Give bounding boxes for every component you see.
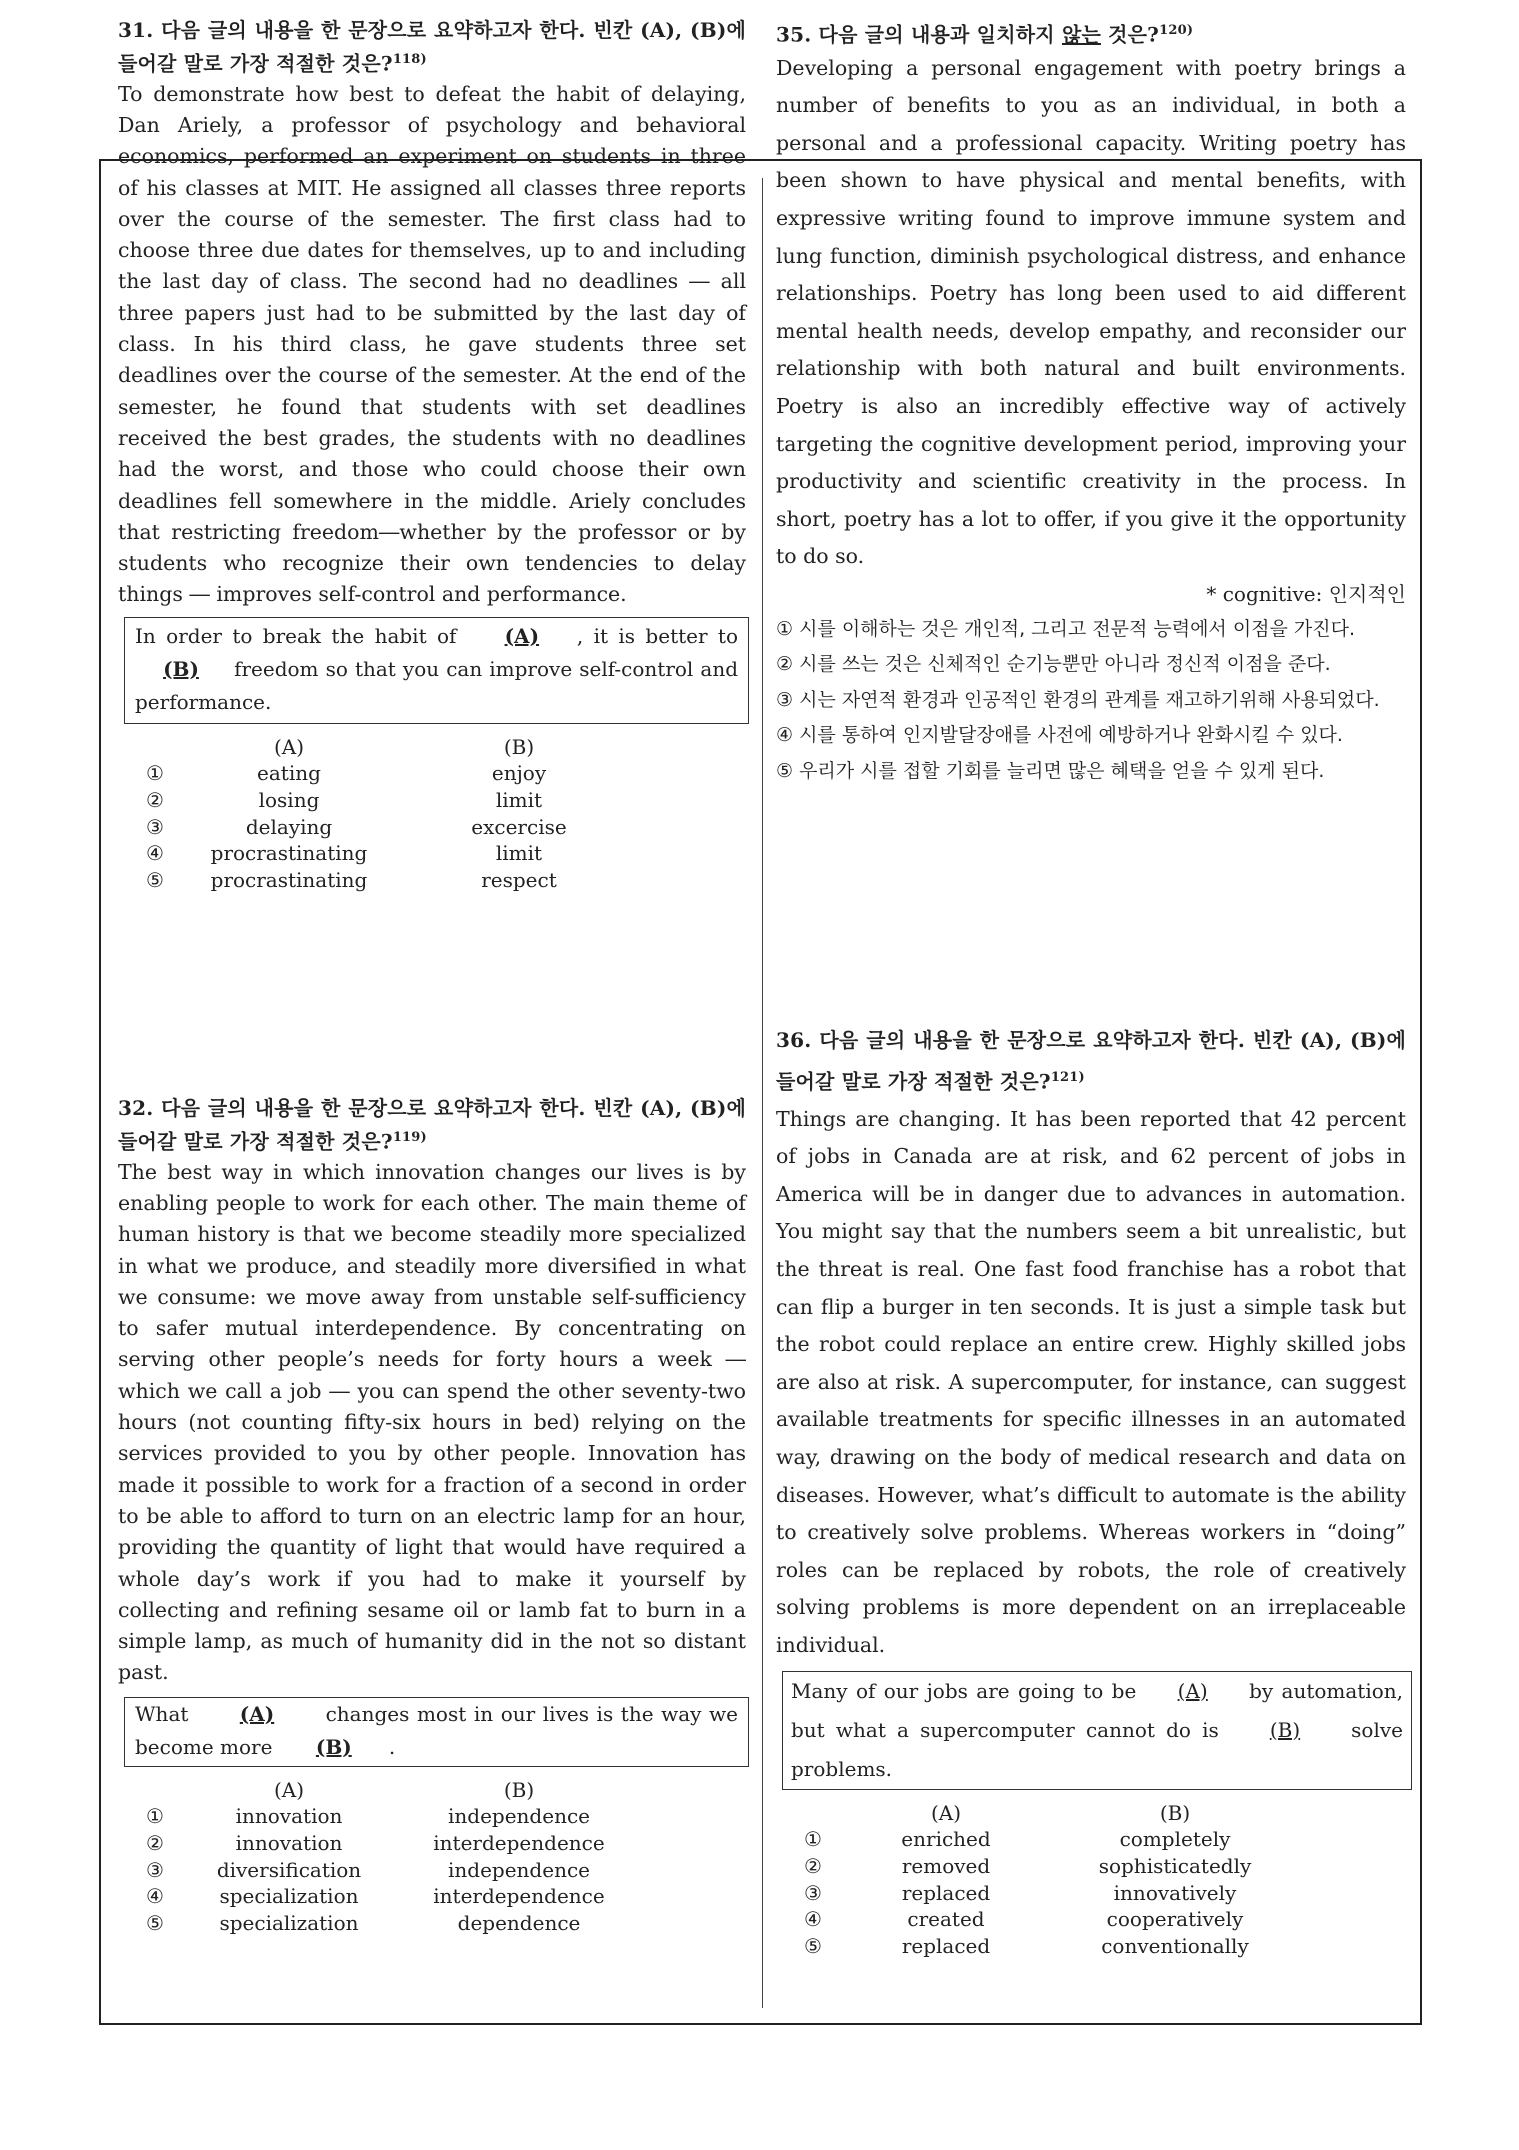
blank-a: (A) [1177, 1678, 1208, 1703]
question-35-title: 35. 다음 글의 내용과 일치하지 않는 것은?$^{120)}$ [776, 22, 1194, 47]
question-36-summary-box: Many of our jobs are going to be (A) by automation, but what a supercomputer cannot do is (B) solve problems. [782, 1671, 1412, 1790]
blank-a: (A) [504, 623, 540, 648]
choice-option[interactable]: ④ 시를 통하여 인지발달장애를 사전에 예방하거나 완화시킬 수 있다. [776, 724, 1343, 747]
choice-option[interactable]: ④ created cooperatively [804, 1907, 1244, 1932]
question-35 [776, 0, 1406, 789]
blank-b: (B) [163, 656, 199, 681]
question-36-title: 36. 다음 글의 내용을 한 문장으로 요약하고자 한다. 빈칸 (A), (B)에 들어갈 말로 가장 적절한 것은?$^{121)}$ [776, 1028, 1406, 1094]
choice-option[interactable]: ② removed sophisticatedly [804, 1853, 1252, 1878]
choice-option[interactable]: ① eating enjoy [146, 761, 547, 786]
choice-option[interactable]: ⑤ replaced conventionally [804, 1934, 1249, 1958]
question-32-summary-box: What (A) changes most in our lives is the way we become more (B) . [124, 1697, 749, 1767]
choice-option[interactable]: ⑤ 우리가 시를 접할 기회를 늘리면 많은 혜택을 얻을 수 있게 된다. [776, 759, 1325, 782]
choice-option[interactable]: ① innovation independence [146, 1804, 590, 1829]
question-31-passage: To demonstrate how best to defeat the habit of delaying, Dan Ariely, a professor of psychology and behavioral economics, performed an experiment on students in three of his classes at MIT. He assigned all classes three reports over the course of the semester. The first class had to choose three due dates for themselves, up to and including the last day of class. The second had no deadlines ― all three papers just had to be submitted by the last day of class. In his third class, he gave students three set deadlines over the course of the semester. At the end of the semester, he found that students with set deadlines received the best grades, the students with no deadlines had the worst, and those who could choose their own deadlines fell somewhere in the middle. Ariely concludes that restricting freedom―whether by the professor or by students who recognize their own tendencies to delay things ― improves self-control and performance. [118, 81, 746, 607]
choice-header: (A) (B) [273, 734, 535, 759]
choice-option[interactable]: ④ procrastinating limit [146, 841, 543, 866]
question-35-passage: Developing a personal engagement with poetry brings a number of benefits to you as an individual, in both a personal and a professional capacity. Writing poetry has been shown to have physical and mental benefits, with expressive writing found to improve immune system and lung function, diminish psychological distress, and enhance relationships. Poetry has long been used to aid different mental health needs, develop empathy, and reconsider our relationship with both natural and built environments. Poetry is also an incredibly effective way of actively targeting the cognitive development period, improving your productivity and scientific creativity in the process. In short, poetry has a lot to offer, if you give it the opportunity to do so. [776, 55, 1406, 569]
question-31 [118, 0, 746, 894]
choice-option[interactable]: ② 시를 쓰는 것은 신체적인 순기능뿐만 아니라 정신적 이점을 준다. [776, 653, 1331, 676]
choice-option[interactable]: ① 시를 이해하는 것은 개인적, 그리고 전문적 능력에서 이점을 가진다. [776, 617, 1356, 640]
footnote: * cognitive: 인지적인 [1206, 581, 1406, 606]
choice-option[interactable]: ② innovation interdependence [146, 1831, 605, 1856]
question-36-passage: Things are changing. It has been reported that 42 percent of jobs in Canada are at risk, and 62 percent of jobs in America will be in danger due to advances in automation. You might say that the numbers seem a bit unrealistic, but the threat is real. One fast food franchise has a robot that can flip a burger in ten seconds. It is just a simple task but the robot could replace an entire crew. Highly skilled jobs are also at risk. A supercomputer, for instance, can suggest available treatments for specific illnesses in an automated way, drawing on the body of medical research and data on diseases. However, what’s difficult to automate is the ability to creatively solve problems. Whereas workers in “doing” roles can be replaced by robots, the role of creatively solving problems is more dependent on an irreplaceable individual. [776, 1106, 1406, 1657]
column-divider [762, 178, 763, 2008]
choice-option[interactable]: ③ 시는 자연적 환경과 인공적인 환경의 관계를 재고하기위해 사용되었다. [776, 688, 1380, 711]
question-32-title: 32. 다음 글의 내용을 한 문장으로 요약하고자 한다. 빈칸 (A), (B)에 들어갈 말로 가장 적절한 것은?$^{119)}$ [118, 1096, 746, 1154]
choice-header: (A) (B) [930, 1800, 1191, 1825]
choice-option[interactable]: ⑤ procrastinating respect [146, 868, 557, 893]
blank-b: (B) [1269, 1717, 1301, 1742]
question-35-choices [776, 612, 1406, 790]
blank-b: (B) [315, 1734, 352, 1759]
question-32-passage: The best way in which innovation changes our lives is by enabling people to work for each other. The main theme of human history is that we become steadily more specialized in what we produce, and steadily more diversified in what we consume: we move away from unstable self-sufficiency to safer mutual interdependence. By concentrating on serving other people’s needs for forty hours a week ― which we call a job ― you can spend the other seventy-two hours (not counting fifty-six hours in bed) relying on the services provided to you by other people. Innovation has made it possible to work for a fraction of a second in order to be able to afford to turn on an electric lamp for an hour, providing the quantity of light that would have required a whole day’s work if you had to make it yourself by collecting and refining sesame oil or lamb fat to burn in a simple lamp, as much of humanity did in the not so distant past. [118, 1159, 746, 1685]
question-31-title: 31. 다음 글의 내용을 한 문장으로 요약하고자 한다. 빈칸 (A), (B)에 들어갈 말로 가장 적절한 것은?$^{118)}$ [118, 18, 746, 76]
choice-header: (A) (B) [273, 1777, 535, 1802]
question-32-choices [118, 1777, 746, 1937]
question-32 [118, 1094, 746, 1937]
question-36-choices [776, 1800, 1406, 1960]
question-36 [776, 1022, 1406, 1960]
choice-option[interactable]: ⑤ specialization dependence [146, 1911, 581, 1936]
choice-option[interactable]: ③ delaying excercise [146, 814, 567, 839]
choice-option[interactable]: ③ diversification independence [146, 1857, 590, 1882]
blank-a: (A) [239, 1701, 275, 1726]
choice-option[interactable]: ② losing limit [146, 788, 543, 813]
question-31-summary-box: In order to break the habit of (A) , it is better to (B) freedom so that you can improve self-control and performance. [124, 617, 749, 724]
choice-option[interactable]: ④ specialization interdependence [146, 1884, 605, 1909]
choice-option[interactable]: ① enriched completely [804, 1827, 1231, 1852]
choice-option[interactable]: ③ replaced innovatively [804, 1880, 1237, 1905]
question-31-choices [118, 734, 746, 894]
